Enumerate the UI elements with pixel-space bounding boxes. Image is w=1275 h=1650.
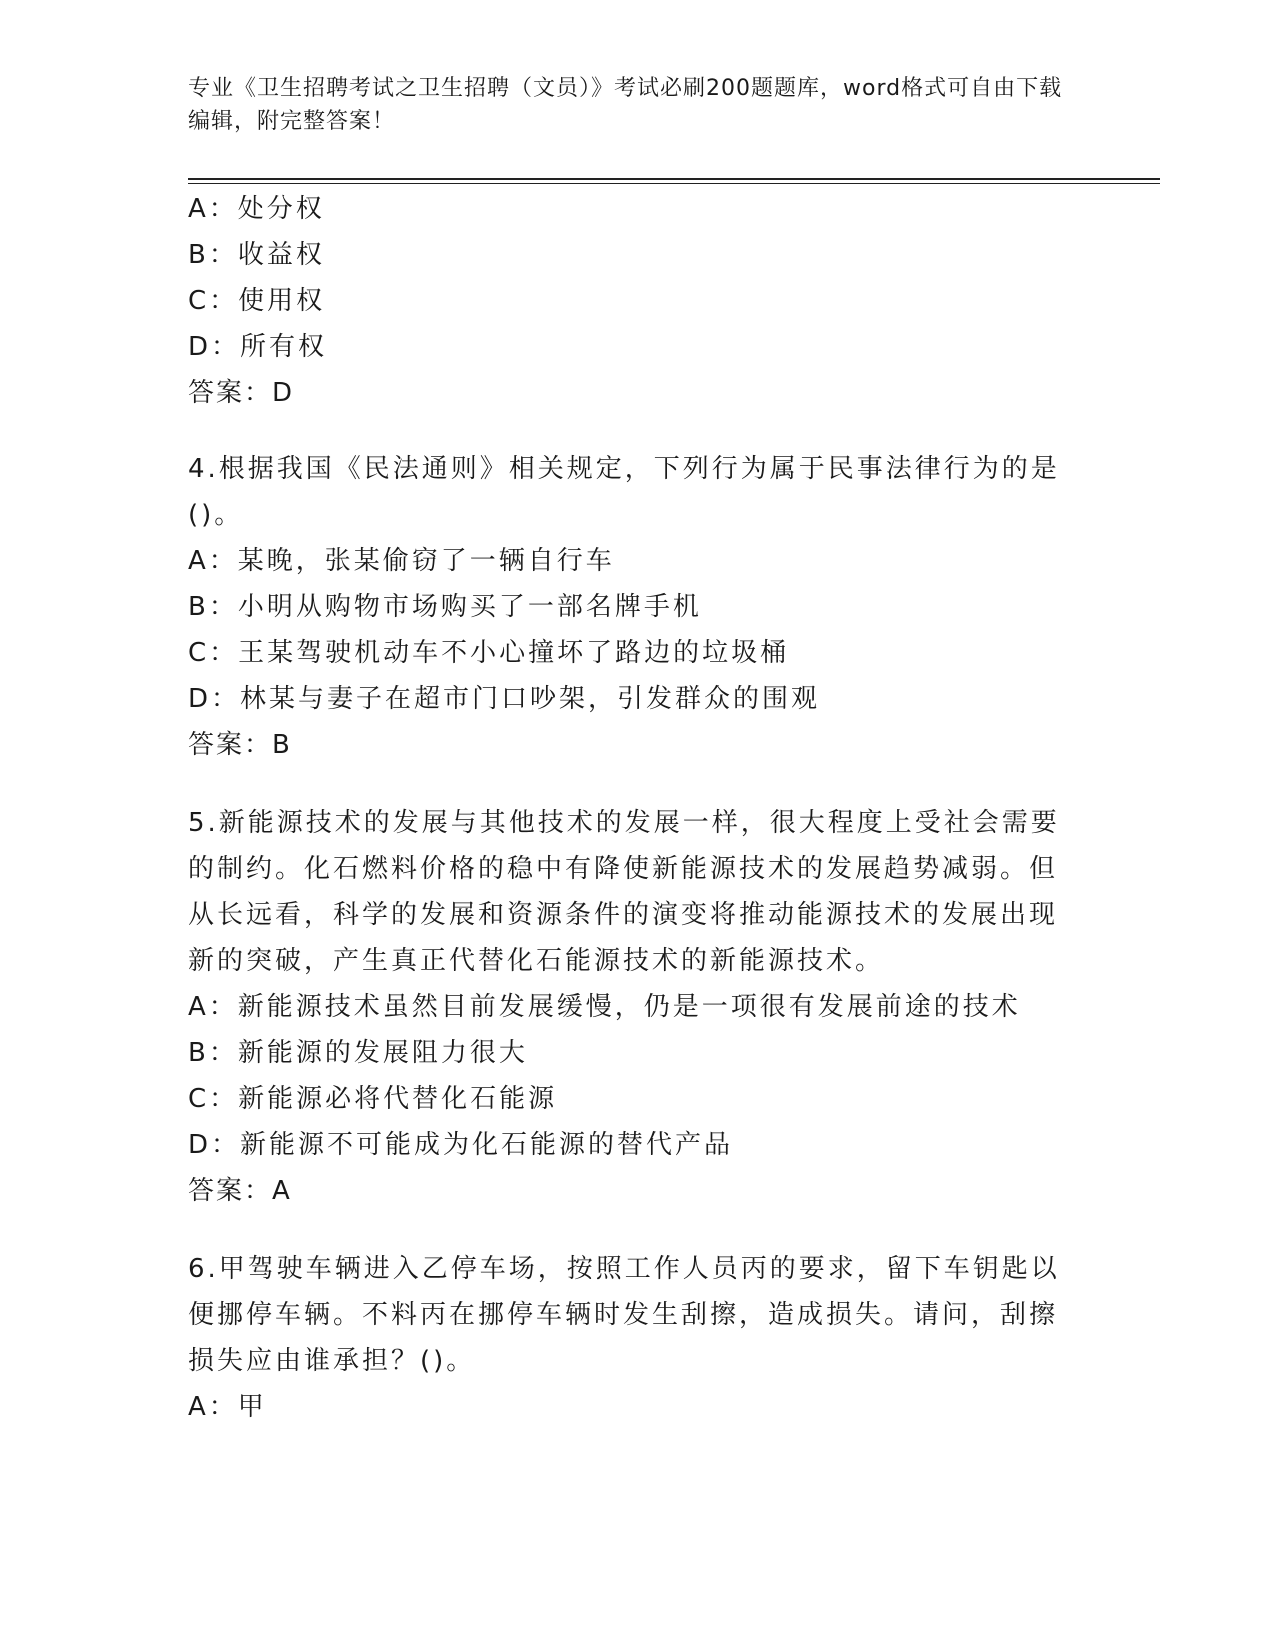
question-6 [188,1246,1068,1430]
answer: 答案：B [188,730,292,760]
option-c: C：新能源必将代替化石能源 [188,1084,558,1114]
spacer [188,1214,1068,1246]
question-stem-line: 6.甲驾驶车辆进入乙停车场，按照工作人员丙的要求，留下车钥匙以 [188,1254,1060,1284]
header-rule-thin [188,183,1160,184]
option-b: B：小明从购物市场购买了一部名牌手机 [188,592,702,622]
question-stem-line: ()。 [188,500,244,530]
question-stem-line: 4.根据我国《民法通则》相关规定，下列行为属于民事法律行为的是 [188,454,1060,484]
option-b: B：收益权 [188,240,325,270]
question-5 [188,800,1068,1214]
option-d: D：所有权 [188,332,328,362]
question-stem-line: 从长远看，科学的发展和资源条件的演变将推动能源技术的发展出现 [188,900,1059,930]
question-stem-line: 新的突破，产生真正代替化石能源技术的新能源技术。 [188,946,885,976]
option-b: B：新能源的发展阻力很大 [188,1038,528,1068]
question-stem-line: 5.新能源技术的发展与其他技术的发展一样，很大程度上受社会需要 [188,808,1060,838]
document-header: 专业《卫生招聘考试之卫生招聘（文员）》考试必刷200题题库，word格式可自由下载编辑，附完整答案！ [188,76,1063,134]
option-d: D：林某与妻子在超市门口吵架，引发群众的围观 [188,684,821,714]
answer: 答案：D [188,378,295,408]
option-c: C：王某驾驶机动车不小心撞坏了路边的垃圾桶 [188,638,790,668]
option-d: D：新能源不可能成为化石能源的替代产品 [188,1130,734,1160]
option-c: C：使用权 [188,286,326,316]
question-stem-line: 便挪停车辆。不料丙在挪停车辆时发生刮擦，造成损失。请问，刮擦 [188,1300,1059,1330]
question-stem-line: 的制约。化石燃料价格的稳中有降使新能源技术的发展趋势减弱。但 [188,854,1059,884]
question-4 [188,446,1068,768]
question-content [188,186,1068,1430]
answer: 答案：A [188,1176,292,1206]
option-a: A：甲 [188,1392,267,1422]
spacer [188,768,1068,800]
spacer [188,416,1068,446]
question-stem-line: 损失应由谁承担？()。 [188,1346,476,1376]
header-rule-thick [188,178,1160,180]
option-a: A：处分权 [188,194,325,224]
option-a: A：某晚，张某偷窃了一辆自行车 [188,546,615,576]
option-a: A：新能源技术虽然目前发展缓慢，仍是一项很有发展前途的技术 [188,992,1021,1022]
question-3 [188,186,1068,416]
